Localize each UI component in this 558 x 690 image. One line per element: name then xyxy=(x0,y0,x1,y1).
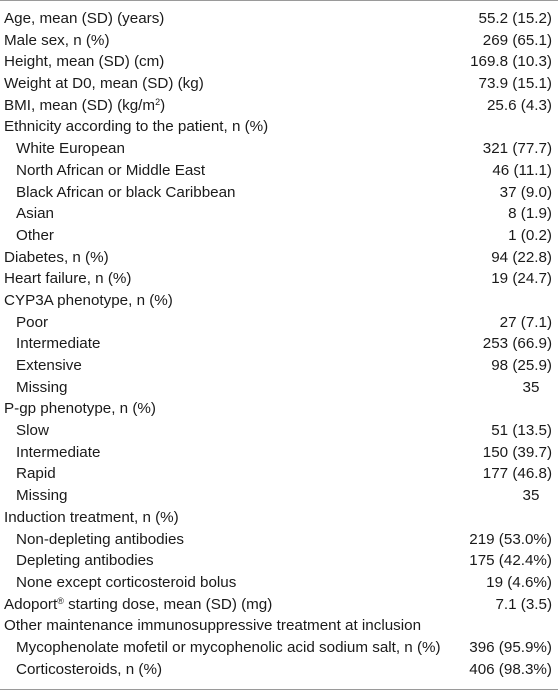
row-label: P-gp phenotype, n (%) xyxy=(4,400,156,418)
row-label: Weight at D0, mean (SD) (kg) xyxy=(4,75,204,93)
row-value: 25.6 (4.3) xyxy=(486,96,552,114)
row-label: CYP3A phenotype, n (%) xyxy=(4,291,173,309)
row-value: 175 (42.4%) xyxy=(469,552,552,570)
table-row xyxy=(0,247,558,269)
row-value: 406 (98.3%) xyxy=(469,660,552,678)
row-label: Other xyxy=(16,226,54,244)
row-value: 19 (4.6%) xyxy=(486,573,552,591)
table-row xyxy=(0,550,558,572)
row-label: Corticosteroids, n (%) xyxy=(16,660,163,678)
table-row xyxy=(0,637,558,659)
table-row xyxy=(0,442,558,464)
row-label-superscript: 2 xyxy=(155,96,161,107)
row-value: 51 (13.5) xyxy=(491,422,552,440)
row-label: Slow xyxy=(16,422,49,440)
row-value: 55.2 (15.2) xyxy=(478,10,552,27)
row-label-text: starting dose, mean (SD) (mg) xyxy=(63,595,273,613)
table-row xyxy=(0,182,558,204)
row-label-text: Adoport xyxy=(4,595,58,613)
table-row xyxy=(0,95,558,117)
table-row xyxy=(0,377,558,399)
row-label: Missing xyxy=(16,378,68,396)
row-label: Male sex, n (%) xyxy=(4,31,110,49)
row-value: 73.9 (15.1) xyxy=(478,75,552,93)
row-value: 177 (46.8) xyxy=(482,465,552,483)
table-row xyxy=(0,312,558,334)
row-label-superscript: ® xyxy=(57,595,64,606)
row-label: Height, mean (SD) (cm) xyxy=(4,53,165,71)
row-label-text: BMI, mean (SD) (kg/m xyxy=(4,96,156,114)
table-row xyxy=(0,160,558,182)
row-label: Black African or black Caribbean xyxy=(16,183,236,201)
table-row xyxy=(0,463,558,485)
row-label: North African or Middle East xyxy=(16,161,206,179)
row-value: 94 (22.8) xyxy=(491,248,552,266)
row-value: 35 xyxy=(522,378,540,396)
table-row xyxy=(0,225,558,247)
table-row xyxy=(0,268,558,290)
table-row xyxy=(0,507,558,529)
row-label: Ethnicity according to the patient, n (%) xyxy=(4,118,269,136)
row-value: 269 (65.1) xyxy=(482,31,552,49)
table-row xyxy=(0,116,558,138)
table-row xyxy=(0,333,558,355)
table-row xyxy=(0,138,558,160)
row-label: Depleting antibodies xyxy=(16,552,154,570)
row-label xyxy=(0,594,434,616)
row-label: White European xyxy=(16,140,125,158)
row-label: Non-depleting antibodies xyxy=(16,530,185,548)
row-label-text: ) xyxy=(160,96,166,114)
row-label: Other maintenance immunosuppressive treatment at inclusion xyxy=(4,617,422,635)
row-value: 27 (7.1) xyxy=(499,313,552,331)
row-label xyxy=(0,95,434,117)
row-value: 219 (53.0%) xyxy=(469,530,552,548)
row-label: Heart failure, n (%) xyxy=(4,270,132,288)
table-row xyxy=(0,290,558,312)
row-label: Induction treatment, n (%) xyxy=(4,508,179,526)
table-row xyxy=(0,659,558,681)
row-value: 98 (25.9) xyxy=(491,357,552,374)
table-row xyxy=(0,594,558,616)
row-label: Rapid xyxy=(16,465,56,483)
row-value: 396 (95.9%) xyxy=(469,638,552,656)
table-row xyxy=(0,30,558,52)
row-value: 253 (66.9) xyxy=(482,335,552,353)
table-row xyxy=(0,485,558,507)
row-label: None except corticosteroid bolus xyxy=(16,573,237,591)
table-row xyxy=(0,51,558,73)
row-label: Intermediate xyxy=(16,443,101,461)
row-value: 150 (39.7) xyxy=(482,443,552,461)
row-value: 1 (0.2) xyxy=(508,226,552,244)
row-label: Poor xyxy=(16,313,49,331)
row-label: Age, mean (SD) (years) xyxy=(4,10,165,27)
row-label: Diabetes, n (%) xyxy=(4,248,109,266)
table-row xyxy=(0,8,558,30)
row-value: 46 (11.1) xyxy=(492,161,552,179)
table-row xyxy=(0,355,558,377)
row-label: Extensive xyxy=(16,357,82,374)
row-label: Mycophenolate mofetil or mycophenolic acid sodium salt, n (%) xyxy=(16,638,441,656)
row-value: 321 (77.7) xyxy=(482,140,552,158)
table-row xyxy=(0,615,558,637)
row-value: 35 xyxy=(522,487,540,505)
table-row xyxy=(0,73,558,95)
row-value: 37 (9.0) xyxy=(499,183,552,201)
row-label: Asian xyxy=(16,205,54,223)
row-value: 8 (1.9) xyxy=(508,205,552,223)
row-value: 169.8 (10.3) xyxy=(470,53,552,71)
row-label: Missing xyxy=(16,487,68,505)
row-label: Intermediate xyxy=(16,335,101,353)
table-row xyxy=(0,420,558,442)
table-row xyxy=(0,398,558,420)
table-row xyxy=(0,203,558,225)
table-row xyxy=(0,572,558,594)
table-row xyxy=(0,529,558,551)
row-value: 7.1 (3.5) xyxy=(495,595,552,613)
row-value: 19 (24.7) xyxy=(491,270,552,288)
